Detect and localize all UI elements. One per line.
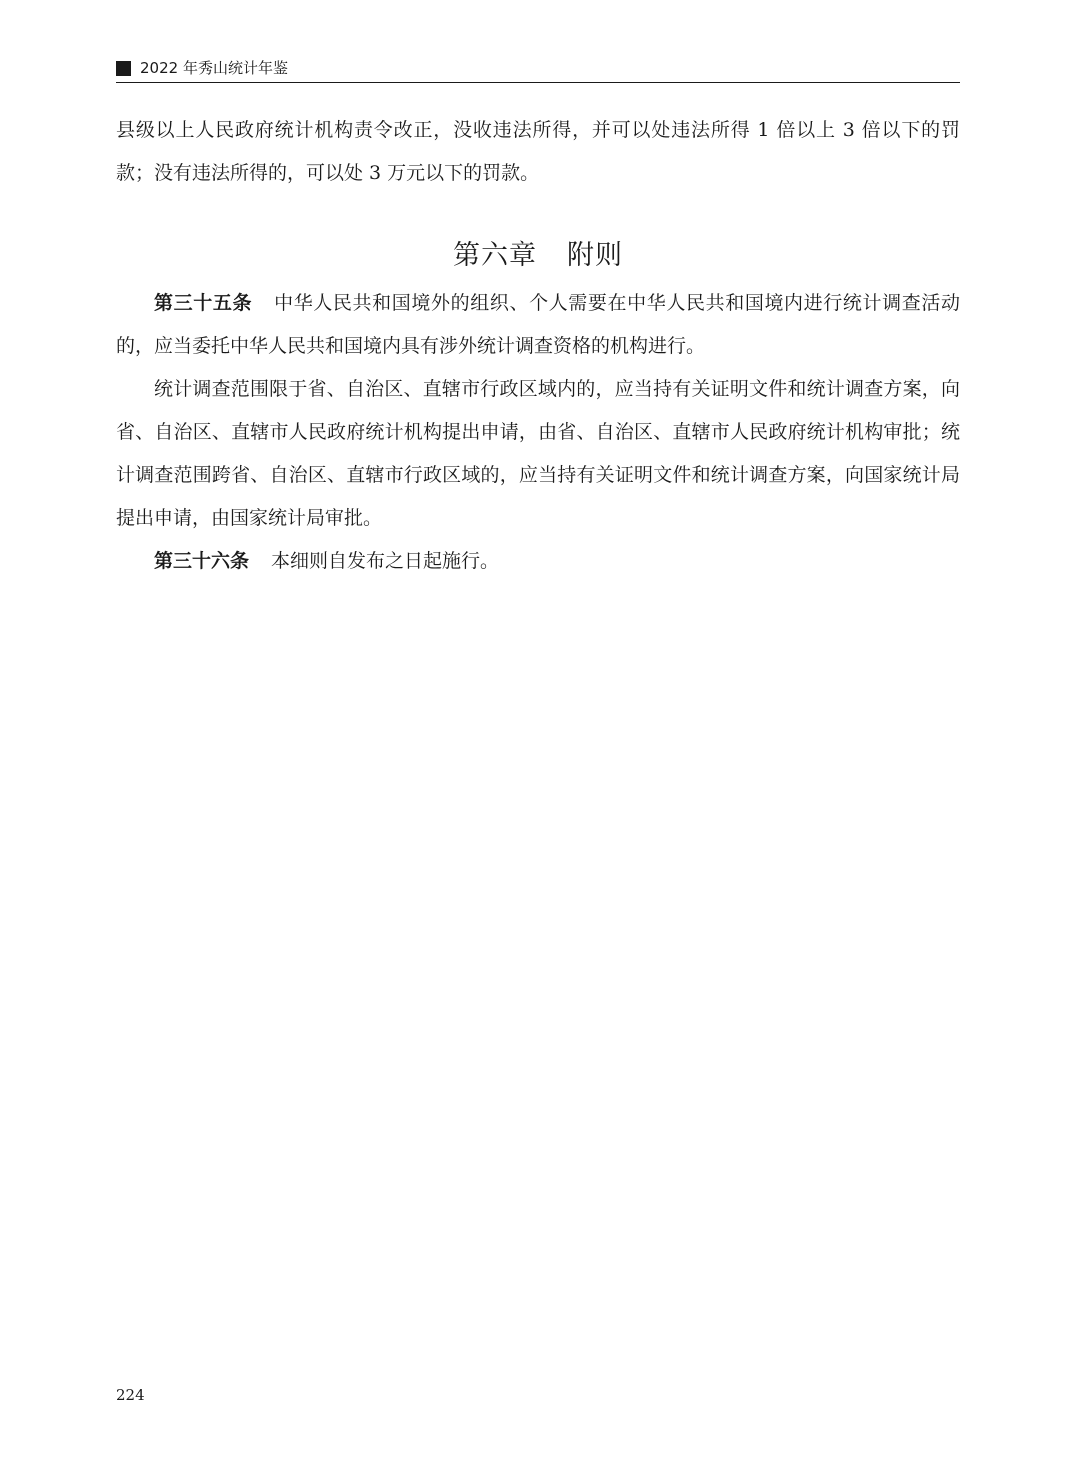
article-36-label: 第三十六条 <box>154 550 250 572</box>
article-35-text-1: 中华人民共和国境外的组织、个人需要在中华人民共和国境内进行统计调查活动的，应当委托中华人民共和国境内具有涉外统计调查资格的机构进行。 <box>116 292 960 357</box>
header-square-icon <box>116 61 131 76</box>
running-header <box>116 58 960 83</box>
header-title: 2022 年秀山统计年鉴 <box>140 59 288 77</box>
page-number: 224 <box>116 1386 145 1404</box>
article-35-paragraph-2 <box>116 368 960 540</box>
article-35-paragraph-1 <box>116 282 960 368</box>
article-35-label: 第三十五条 <box>154 292 253 314</box>
chapter-number: 第六章 <box>453 240 537 271</box>
articles-block <box>116 282 960 583</box>
chapter-name: 附则 <box>567 240 623 271</box>
article-36-text-1: 本细则自发布之日起施行。 <box>271 550 500 572</box>
article-36-paragraph-1 <box>116 540 960 583</box>
article-35-text-2: 统计调查范围限于省、自治区、直辖市行政区域内的，应当持有关证明文件和统计调查方案，向省、自治区、直辖市人民政府统计机构提出申请，由省、自治区、直辖市人民政府统计机构审批；统计调查范围跨省、自治区、直辖市行政区域的，应当持有关证明文件和统计调查方案，向国家统计局提出申请，由国家统计局审批。 <box>116 378 960 529</box>
chapter-title <box>116 236 960 276</box>
continued-paragraph: 县级以上人民政府统计机构责令改正，没收违法所得，并可以处违法所得 1 倍以上 3 倍以下的罚款；没有违法所得的，可以处 3 万元以下的罚款。 <box>116 119 960 184</box>
